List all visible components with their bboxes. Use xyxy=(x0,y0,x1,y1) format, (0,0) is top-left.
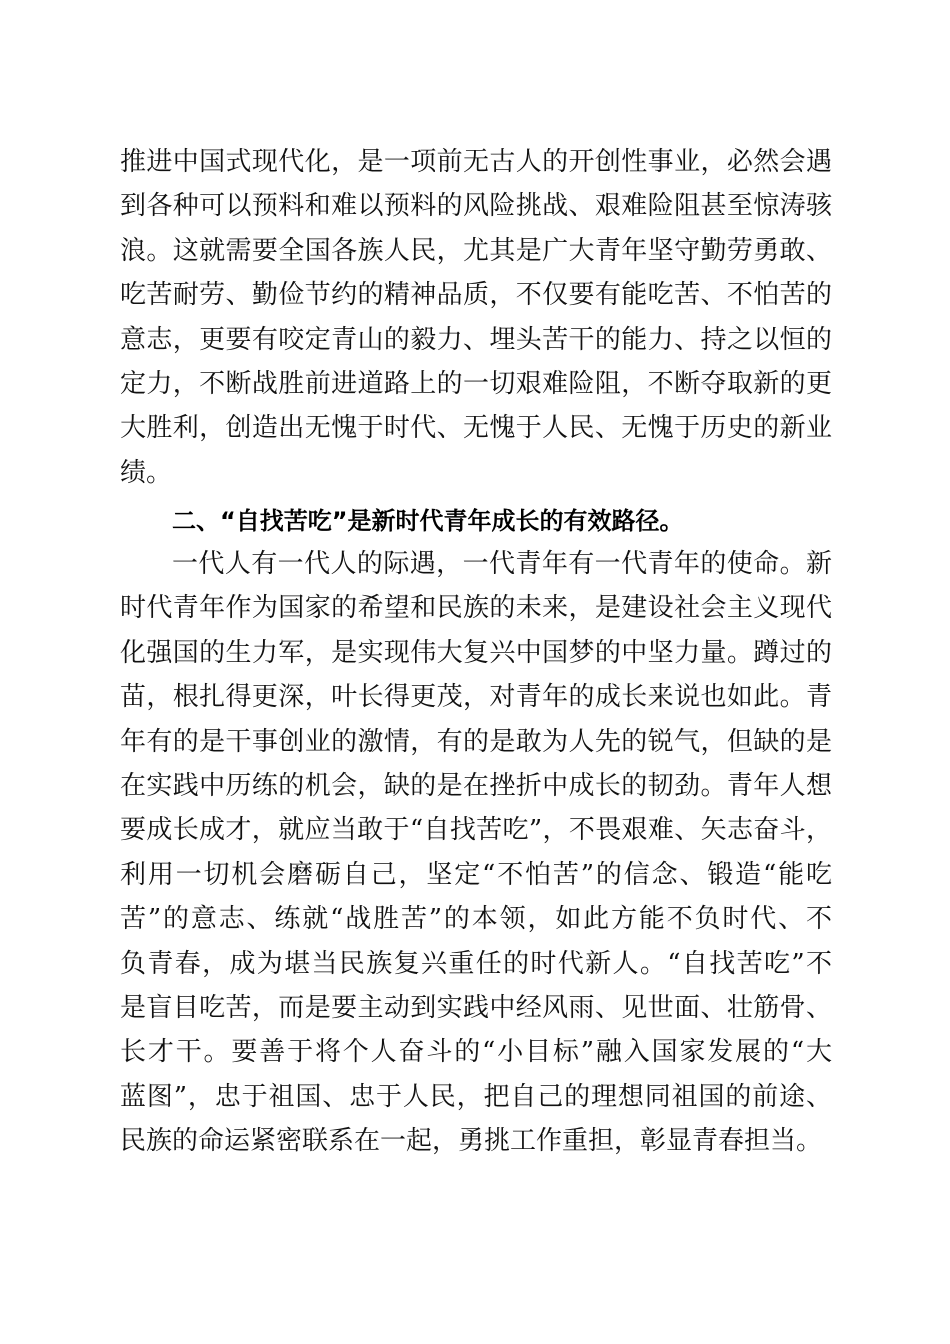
paragraph-1-line: 大胜利，创造出无愧于时代、无愧于人民、无愧于历史的新业 xyxy=(120,413,832,444)
paragraph-2-line: 要成长成才，就应当敢于“自找苦吃”，不畏艰难、矢志奋斗， xyxy=(120,815,832,846)
paragraph-2-line: 负青春，成为堪当民族复兴重任的时代新人。“自找苦吃”不 xyxy=(120,948,832,979)
paragraph-2-line: 在实践中历练的机会，缺的是在挫折中成长的韧劲。青年人想 xyxy=(120,770,832,801)
paragraph-2-line: 苦”的意志、练就“战胜苦”的本领，如此方能不负时代、不 xyxy=(120,904,832,935)
paragraph-2-line: 一代人有一代人的际遇，一代青年有一代青年的使命。新 xyxy=(172,549,832,579)
section-heading: 二、“自找苦吃”是新时代青年成长的有效路径。 xyxy=(172,507,684,535)
paragraph-1 xyxy=(120,140,832,495)
paragraph-2-line: 蓝图”，忠于祖国、忠于人民，把自己的理想同祖国的前途、 xyxy=(120,1081,832,1112)
paragraph-1-line: 定力，不断战胜前进道路上的一切艰难险阻，不断夺取新的更 xyxy=(120,368,832,399)
paragraph-1-line: 绩。 xyxy=(120,457,173,488)
paragraph-2-line: 年有的是干事创业的激情，有的是敢为人先的锐气，但缺的是 xyxy=(120,726,832,757)
paragraph-2-line: 苗，根扎得更深，叶长得更茂，对青年的成长来说也如此。青 xyxy=(120,682,832,713)
paragraph-1-line: 到各种可以预料和难以预料的风险挑战、艰难险阻甚至惊涛骇 xyxy=(120,191,832,222)
paragraph-2-line: 化强国的生力军，是实现伟大复兴中国梦的中坚力量。蹲过的 xyxy=(120,637,832,668)
paragraph-2-line: 利用一切机会磨砺自己，坚定“不怕苦”的信念、锻造“能吃 xyxy=(120,859,832,890)
paragraph-1-line: 意志，更要有咬定青山的毅力、埋头苦干的能力、持之以恒的 xyxy=(120,324,832,355)
paragraph-1-line: 吃苦耐劳、勤俭节约的精神品质，不仅要有能吃苦、不怕苦的 xyxy=(120,280,832,311)
paragraph-2-line: 民族的命运紧密联系在一起，勇挑工作重担，彰显青春担当。 xyxy=(120,1126,823,1157)
paragraph-1-line: 推进中国式现代化，是一项前无古人的开创性事业，必然会遇 xyxy=(120,147,832,177)
paragraph-2-line: 时代青年作为国家的希望和民族的未来，是建设社会主义现代 xyxy=(120,593,832,624)
paragraph-2-line: 是盲目吃苦，而是要主动到实践中经风雨、见世面、壮筋骨、 xyxy=(120,992,832,1023)
paragraph-1-line: 浪。这就需要全国各族人民，尤其是广大青年坚守勤劳勇敢、 xyxy=(120,235,832,266)
paragraph-2-line: 长才干。要善于将个人奋斗的“小目标”融入国家发展的“大 xyxy=(120,1037,832,1068)
paragraph-2 xyxy=(120,542,832,1163)
